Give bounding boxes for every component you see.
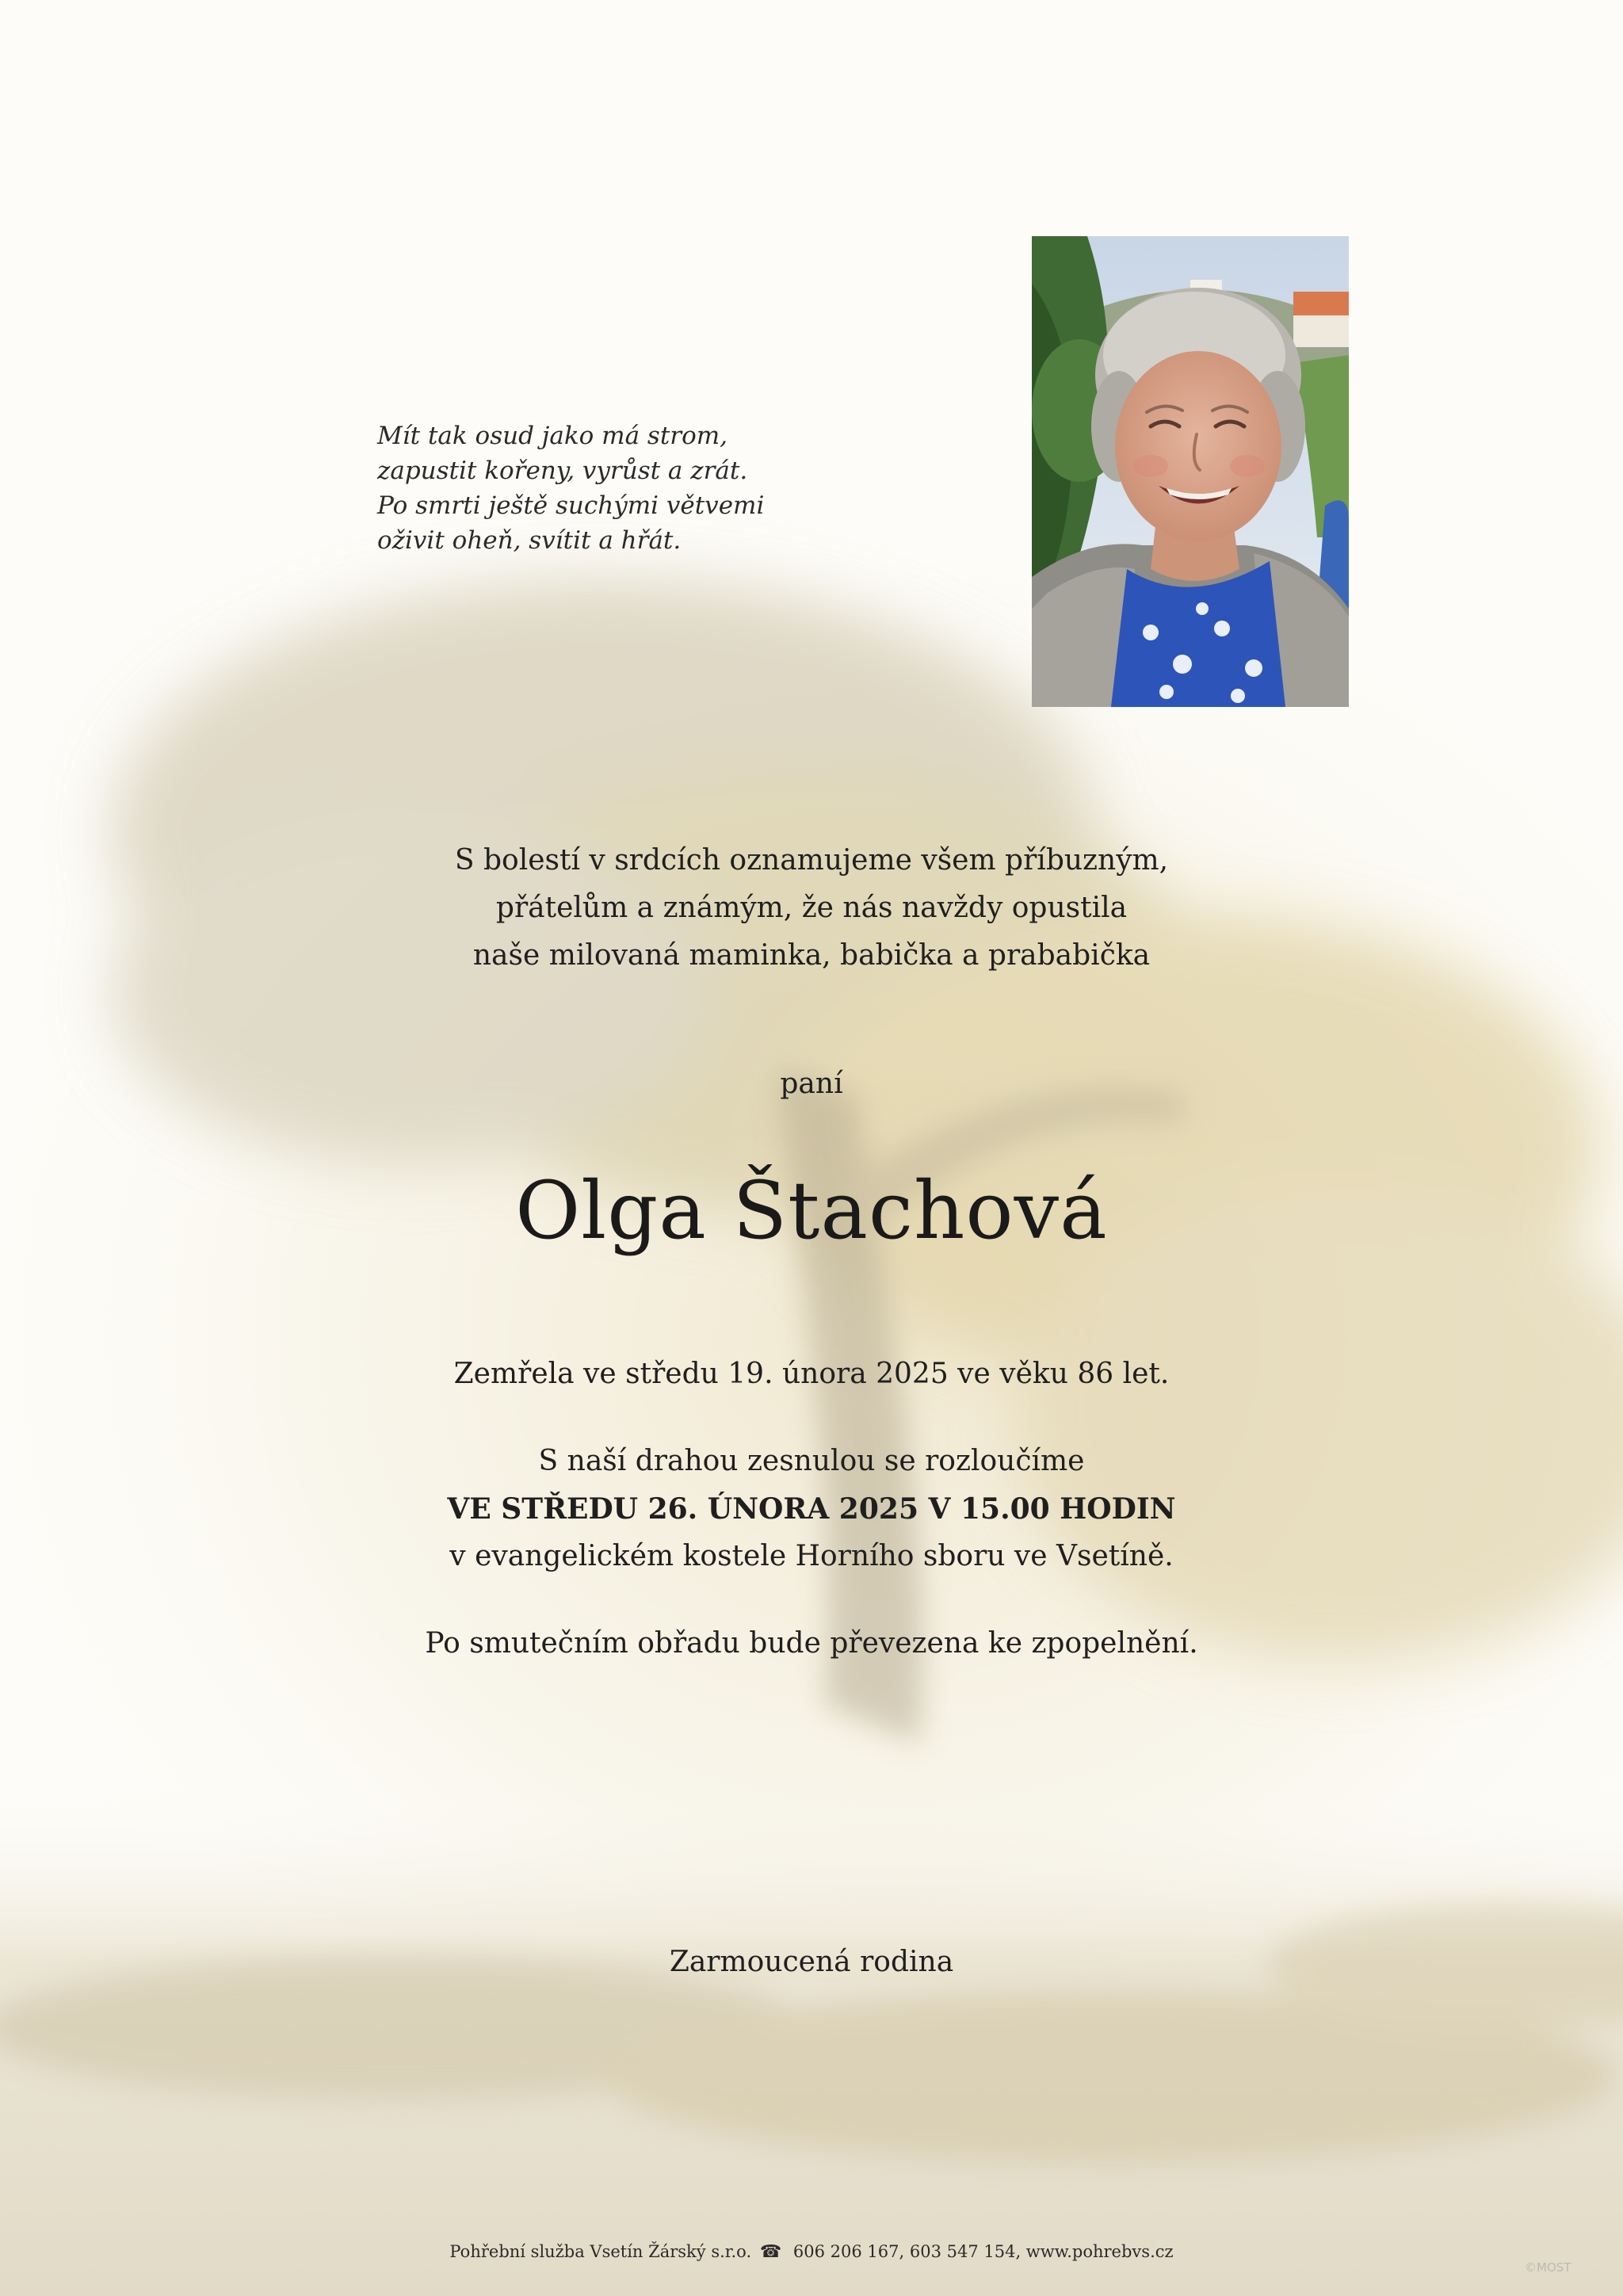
poem [377,418,821,558]
phone-icon: ☎ [759,2242,782,2262]
poem-line: Mít tak osud jako má strom, [377,422,728,450]
death-statement: Zemřela ve středu 19. února 2025 ve věku 86 let. [453,1358,1170,1390]
deceased-name: Olga Štachová [515,1164,1108,1257]
poem-line: oživit oheň, svítit a hřát. [377,526,682,555]
portrait-photo-icon [1032,236,1349,707]
announcement-intro [0,837,1623,980]
intro-line: S bolestí v srdcích oznamujeme všem příbuzným, [454,844,1169,877]
watermark: ©MOST [1525,2260,1571,2275]
signature: Zarmoucená rodina [669,1946,954,1978]
footer-contacts: 606 206 167, 603 547 154, www.pohrebvs.cz [792,2242,1174,2261]
intro-line: přátelům a známým, že nás navždy opustila [495,892,1128,924]
farewell-place: v evangelickém kostele Horního sboru ve Vsetíně. [449,1540,1174,1572]
cremation-note: Po smutečním obřadu bude převezena ke zpopelnění. [425,1627,1198,1660]
poem-line: zapustit kořeny, vyrůst a zrát. [377,457,748,485]
intro-line: naše milovaná maminka, babička a prababička [472,939,1151,972]
farewell-line: S naší drahou zesnulou se rozloučíme [538,1445,1085,1477]
portrait-photo [1032,236,1349,707]
funeral-company: Pohřební služba Vsetín Žárský s.r.o. [449,2242,752,2261]
farewell-datetime: VE STŘEDU 26. ÚNORA 2025 V 15.00 HODIN [447,1492,1176,1526]
farewell-details [0,1438,1623,1580]
honorific: paní [780,1068,843,1100]
footer [0,2241,1623,2264]
poem-line: Po smrti ještě suchými větvemi [377,491,765,520]
